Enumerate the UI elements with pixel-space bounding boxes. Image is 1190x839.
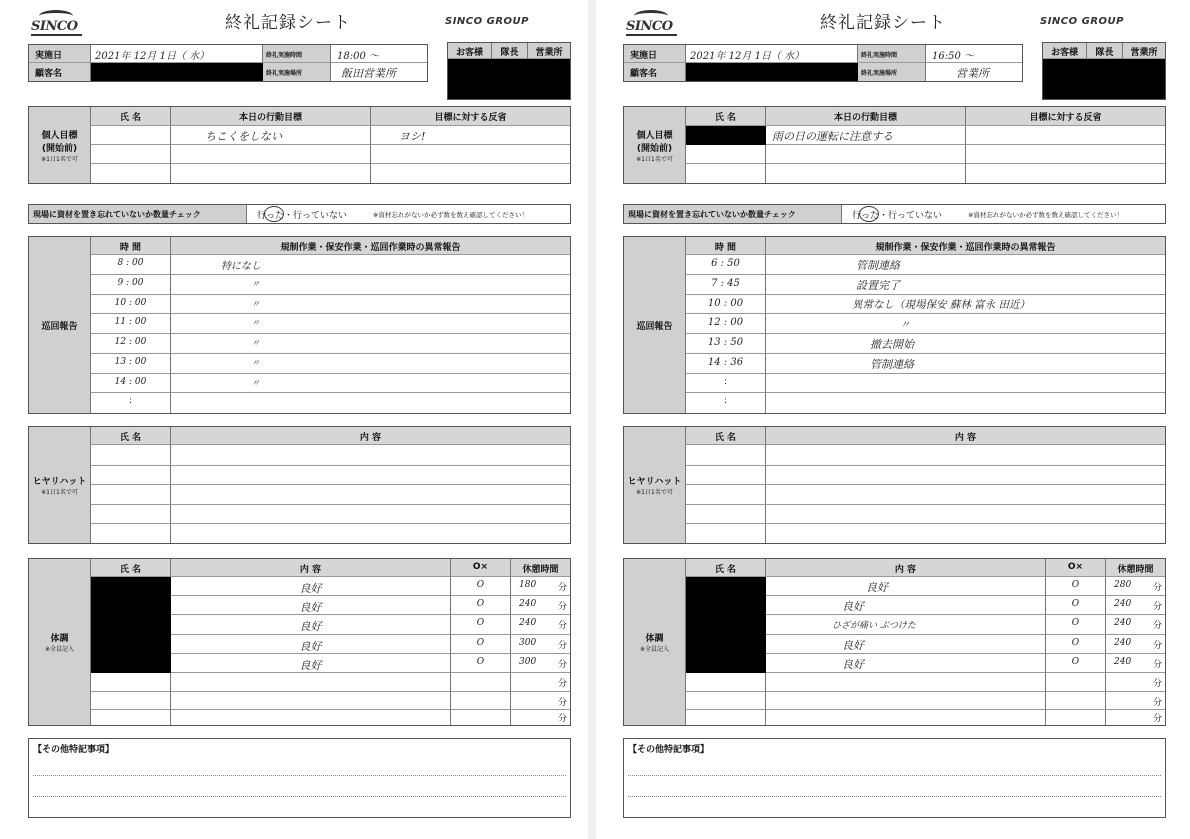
check-circle-mark <box>859 206 879 222</box>
sinco-logo: SINCO <box>29 10 89 36</box>
personal-col-name: 氏 名 <box>686 107 766 126</box>
check-label: 現場に資材を置き忘れていないか数量チェック <box>624 205 842 223</box>
approval-captain: 隊長 <box>1087 43 1123 59</box>
personal-col-goal: 本日の行動目標 <box>171 107 371 126</box>
record-sheet-right <box>620 0 1180 839</box>
other-notes-title: 【その他特記事項】 <box>33 745 115 755</box>
patrol-label: 巡回報告 <box>624 237 686 413</box>
other-notes-title: 【その他特記事項】 <box>628 745 710 755</box>
hiyari-col-name: 氏 名 <box>686 427 766 445</box>
patrol-label: 巡回報告 <box>29 237 91 413</box>
header-info <box>28 44 428 82</box>
hiyari-hatto-section <box>623 426 1166 544</box>
patrol-col-report: 規制作業・保安作業・巡回作業時の異常報告 <box>766 237 1165 255</box>
health-col-content: 内 容 <box>171 559 451 577</box>
group-name: SINCO GROUP <box>1040 16 1124 27</box>
date-label: 実施日 <box>624 45 686 63</box>
redacted-client <box>91 63 263 81</box>
personal-label: 個人目標 (開始前) ※1日1名で可 <box>29 107 91 183</box>
redacted-stamps <box>448 59 570 99</box>
check-options: 行った・行っていない <box>852 211 943 221</box>
personal-goal-value: ちこくをしない <box>171 126 371 145</box>
check-circle-mark <box>264 206 284 222</box>
approval-client: お客様 <box>448 43 492 59</box>
record-sheet-left <box>25 0 585 839</box>
client-label: 顧客名 <box>624 63 686 81</box>
time-label: 終礼実施時間 <box>263 45 331 63</box>
time-value: 18:00 ～ <box>331 45 427 63</box>
place-value: 飯田営業所 <box>341 67 396 80</box>
approval-client: お客様 <box>1043 43 1087 59</box>
health-section: 体調 ※全員記入 氏 名 内 容 O× 休憩時間 良好 O 180 分 良好 O 240 分 良好 O 240 分 良好 O 300 分 良好 O 300 分 分 分 分 <box>28 558 571 726</box>
hiyari-label: ヒヤリハット ※1日1名で可 <box>624 427 686 543</box>
time-value: 16:50 ～ <box>926 45 1022 63</box>
patrol-col-time: 時 間 <box>91 237 171 255</box>
redacted-names <box>686 577 766 673</box>
patrol-section: 巡回報告 時 間 規制作業・保安作業・巡回作業時の異常報告 8 : 00 特になし 9 : 00 〃 10 : 00 〃 11 : 00 〃 12 : 00 〃 13 : 00 〃 14 : 00 〃 : <box>28 236 571 414</box>
health-col-content: 内 容 <box>766 559 1046 577</box>
health-section: 体調 ※全員記入 氏 名 内 容 O× 休憩時間 良好 O 280 分 良好 O 240 分 ひざが痛い ぶつけた O 240 分 良好 O 240 分 良好 O 240 分 分 分 分 <box>623 558 1166 726</box>
date-value: 2021年 12月 1日（ 水） <box>686 45 858 63</box>
approval-box <box>447 42 571 100</box>
patrol-col-report: 規制作業・保安作業・巡回作業時の異常報告 <box>171 237 570 255</box>
personal-col-reflection: 目標に対する反省 <box>371 107 570 126</box>
check-label: 現場に資材を置き忘れていないか数量チェック <box>29 205 247 223</box>
page-gutter <box>588 0 596 839</box>
personal-goal-value: 雨の日の運転に注意する <box>766 126 966 145</box>
health-col-name: 氏 名 <box>91 559 171 577</box>
personal-reflection-value <box>966 126 1165 145</box>
time-label: 終礼実施時間 <box>858 45 926 63</box>
group-name: SINCO GROUP <box>445 16 529 27</box>
check-note: ※資材忘れがないか必ず数を数え確認してください！ <box>968 211 1123 219</box>
redacted-client <box>686 63 858 81</box>
health-col-name: 氏 名 <box>686 559 766 577</box>
personal-col-name: 氏 名 <box>91 107 171 126</box>
personal-label: 個人目標 (開始前) ※1日1名で可 <box>624 107 686 183</box>
material-check-row <box>623 204 1166 224</box>
hiyari-col-content: 内 容 <box>171 427 570 445</box>
redacted-names <box>91 577 171 673</box>
hiyari-hatto-section <box>28 426 571 544</box>
patrol-section: 巡回報告 時 間 規制作業・保安作業・巡回作業時の異常報告 6 : 50 管制連絡 7 : 45 設置完了 10 : 00 異常なし（現場保安 蘇林 富永 田近） 12 : 00 〃 13 : 50 撤去開始 14 : 36 管制連絡 : : <box>623 236 1166 414</box>
date-label: 実施日 <box>29 45 91 63</box>
other-notes-section <box>28 738 571 818</box>
patrol-col-time: 時 間 <box>686 237 766 255</box>
health-label: 体調 ※全員記入 <box>624 559 686 725</box>
place-value: 営業所 <box>956 67 989 80</box>
health-col-ox: O× <box>1046 559 1106 577</box>
approval-office: 営業所 <box>1123 43 1165 59</box>
date-value: 2021年 12月 1日（ 水） <box>91 45 263 63</box>
personal-goal-section <box>28 106 571 184</box>
approval-office: 営業所 <box>528 43 570 59</box>
personal-col-reflection: 目標に対する反省 <box>966 107 1165 126</box>
check-options: 行った・行っていない <box>257 211 348 221</box>
personal-reflection-value: ヨシ! <box>371 126 570 145</box>
place-label: 終礼実施場所 <box>263 63 331 81</box>
client-label: 顧客名 <box>29 63 91 81</box>
health-col-break: 休憩時間 <box>511 559 570 577</box>
redacted-stamps <box>1043 59 1165 99</box>
header-info <box>623 44 1023 82</box>
health-label: 体調 ※全員記入 <box>29 559 91 725</box>
approval-box <box>1042 42 1166 100</box>
place-label: 終礼実施場所 <box>858 63 926 81</box>
hiyari-col-name: 氏 名 <box>91 427 171 445</box>
health-col-break: 休憩時間 <box>1106 559 1165 577</box>
approval-captain: 隊長 <box>492 43 528 59</box>
personal-col-goal: 本日の行動目標 <box>766 107 966 126</box>
health-col-ox: O× <box>451 559 511 577</box>
other-notes-section <box>623 738 1166 818</box>
sheet-title: 終礼記録シート <box>820 13 946 33</box>
redacted-name <box>686 126 766 145</box>
hiyari-col-content: 内 容 <box>766 427 1165 445</box>
check-note: ※資材忘れがないか必ず数を数え確認してください！ <box>373 211 528 219</box>
material-check-row <box>28 204 571 224</box>
hiyari-label: ヒヤリハット ※1日1名で可 <box>29 427 91 543</box>
sinco-logo: SINCO <box>624 10 684 36</box>
personal-goal-section <box>623 106 1166 184</box>
sheet-title: 終礼記録シート <box>225 13 351 33</box>
